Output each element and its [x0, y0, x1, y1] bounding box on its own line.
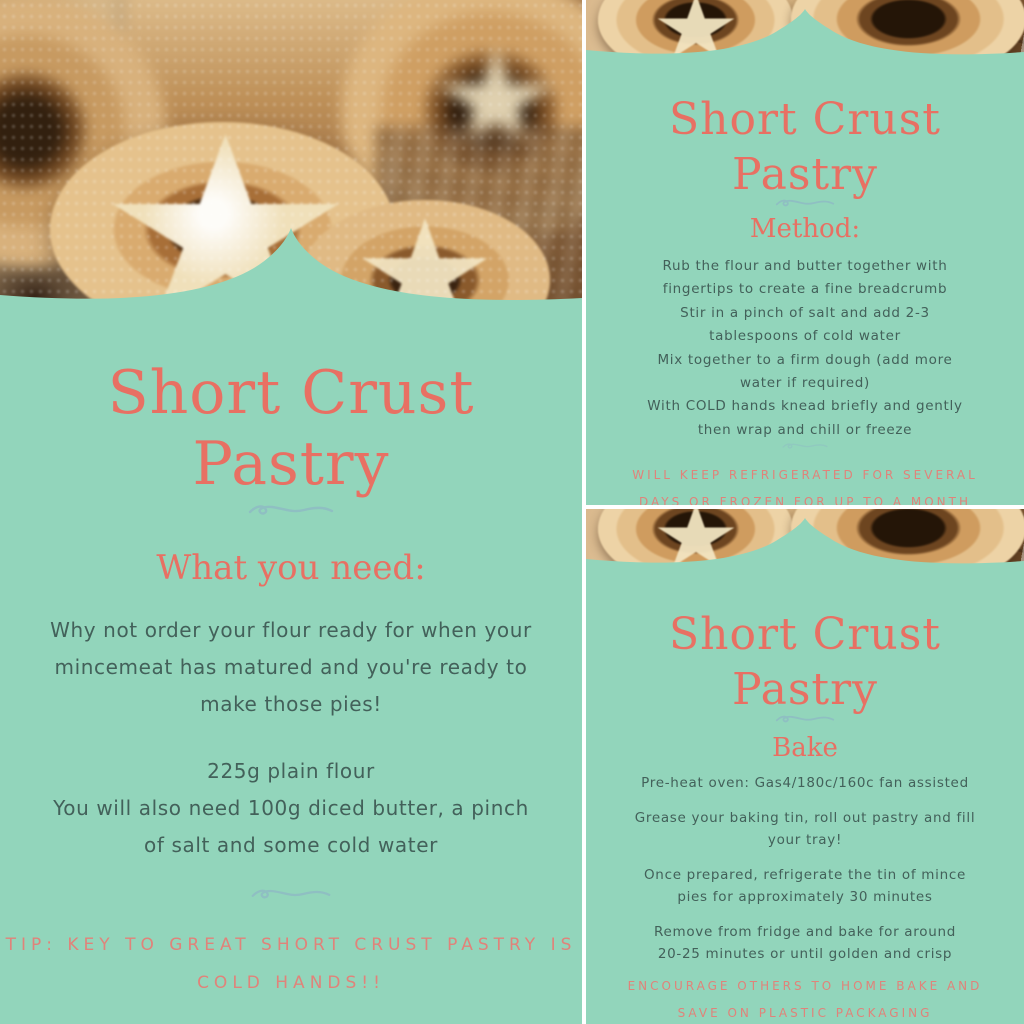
mince-pie	[598, 0, 793, 62]
mince-pies-photo-strip	[586, 0, 1024, 62]
flourish-icon	[586, 712, 1024, 726]
title-line: Pastry	[731, 149, 878, 200]
text-line: COLD HANDS!!	[197, 973, 385, 993]
bake-step	[586, 921, 1024, 965]
text-line: pies for approximately 30 minutes	[677, 889, 933, 905]
text-line: make those pies!	[200, 692, 382, 716]
mince-pie	[598, 509, 793, 571]
text-line: Why not order your flour ready for when your	[50, 618, 532, 642]
flourish-icon	[586, 440, 1024, 452]
intro-text	[0, 612, 582, 723]
panel-bake	[586, 509, 1024, 1024]
icing-sugar-dusting	[0, 0, 582, 312]
bake-step	[586, 772, 1024, 794]
text-line: Stir in a pinch of salt and add 2-3	[680, 304, 930, 321]
text-line: Grease your baking tin, roll out pastry and fill	[634, 810, 976, 826]
text-line: Mix together to a firm dough (add more	[657, 351, 953, 368]
panel-title	[0, 358, 582, 500]
text-line: TIP: KEY TO GREAT SHORT CRUST PASTRY IS	[5, 935, 577, 955]
bake-step	[586, 807, 1024, 851]
tip-text	[0, 926, 582, 1002]
star-pastry-topper	[656, 509, 736, 571]
text-line: DAYS OR FROZEN FOR UP TO A MONTH	[638, 495, 972, 505]
panel-method	[586, 0, 1024, 505]
flourish-icon	[586, 196, 1024, 210]
eco-note	[586, 973, 1024, 1024]
mince-pies-photo	[0, 0, 582, 312]
text-line: of salt and some cold water	[144, 833, 438, 857]
text-line: Remove from fridge and bake for around	[654, 924, 956, 940]
mince-pie	[791, 0, 1024, 62]
text-line: fingertips to create a fine breadcrumb	[662, 281, 948, 298]
text-line: ENCOURAGE OTHERS TO HOME BAKE AND	[627, 979, 983, 993]
title-line: Short Crust	[107, 358, 475, 428]
panel-title	[586, 92, 1024, 202]
title-line: Pastry	[192, 429, 390, 499]
section-heading: What you need:	[156, 548, 426, 588]
text-line: SAVE ON PLASTIC PACKAGING	[677, 1006, 933, 1020]
flourish-icon	[0, 500, 582, 520]
star-pastry-topper	[656, 0, 736, 62]
photo-foreground	[0, 0, 582, 312]
title-line: Pastry	[731, 664, 878, 715]
panel-title	[586, 607, 1024, 717]
text-line: Once prepared, refrigerate the tin of mince	[643, 867, 966, 883]
mince-pie	[791, 509, 1024, 571]
bake-text	[586, 772, 1024, 978]
method-text	[586, 255, 1024, 442]
mince-pies-photo-strip	[586, 509, 1024, 571]
storage-note	[586, 462, 1024, 505]
flourish-icon	[0, 884, 582, 904]
text-line: 225g plain flour	[207, 759, 375, 783]
text-line: Pre-heat oven: Gas4/180c/160c fan assisted	[641, 775, 969, 791]
text-line: tablespoons of cold water	[709, 328, 901, 345]
text-line: then wrap and chill or freeze	[697, 421, 913, 438]
text-line: your tray!	[767, 832, 843, 848]
text-line: With COLD hands knead briefly and gently	[647, 398, 963, 415]
text-line: mincemeat has matured and you're ready to	[54, 655, 528, 679]
section-heading: Bake	[772, 733, 838, 763]
section-heading: Method:	[749, 214, 861, 244]
title-line: Short Crust	[669, 609, 941, 660]
right-column	[586, 0, 1024, 1024]
title-line: Short Crust	[669, 94, 941, 145]
ingredients-text	[0, 753, 582, 864]
text-line: 20-25 minutes or until golden and crisp	[657, 946, 953, 962]
bake-step	[586, 864, 1024, 908]
text-line: water if required)	[740, 375, 870, 392]
text-line: You will also need 100g diced butter, a pinch	[53, 796, 529, 820]
text-line: WILL KEEP REFRIGERATED FOR SEVERAL	[632, 468, 978, 482]
text-line: Rub the flour and butter together with	[662, 258, 948, 274]
